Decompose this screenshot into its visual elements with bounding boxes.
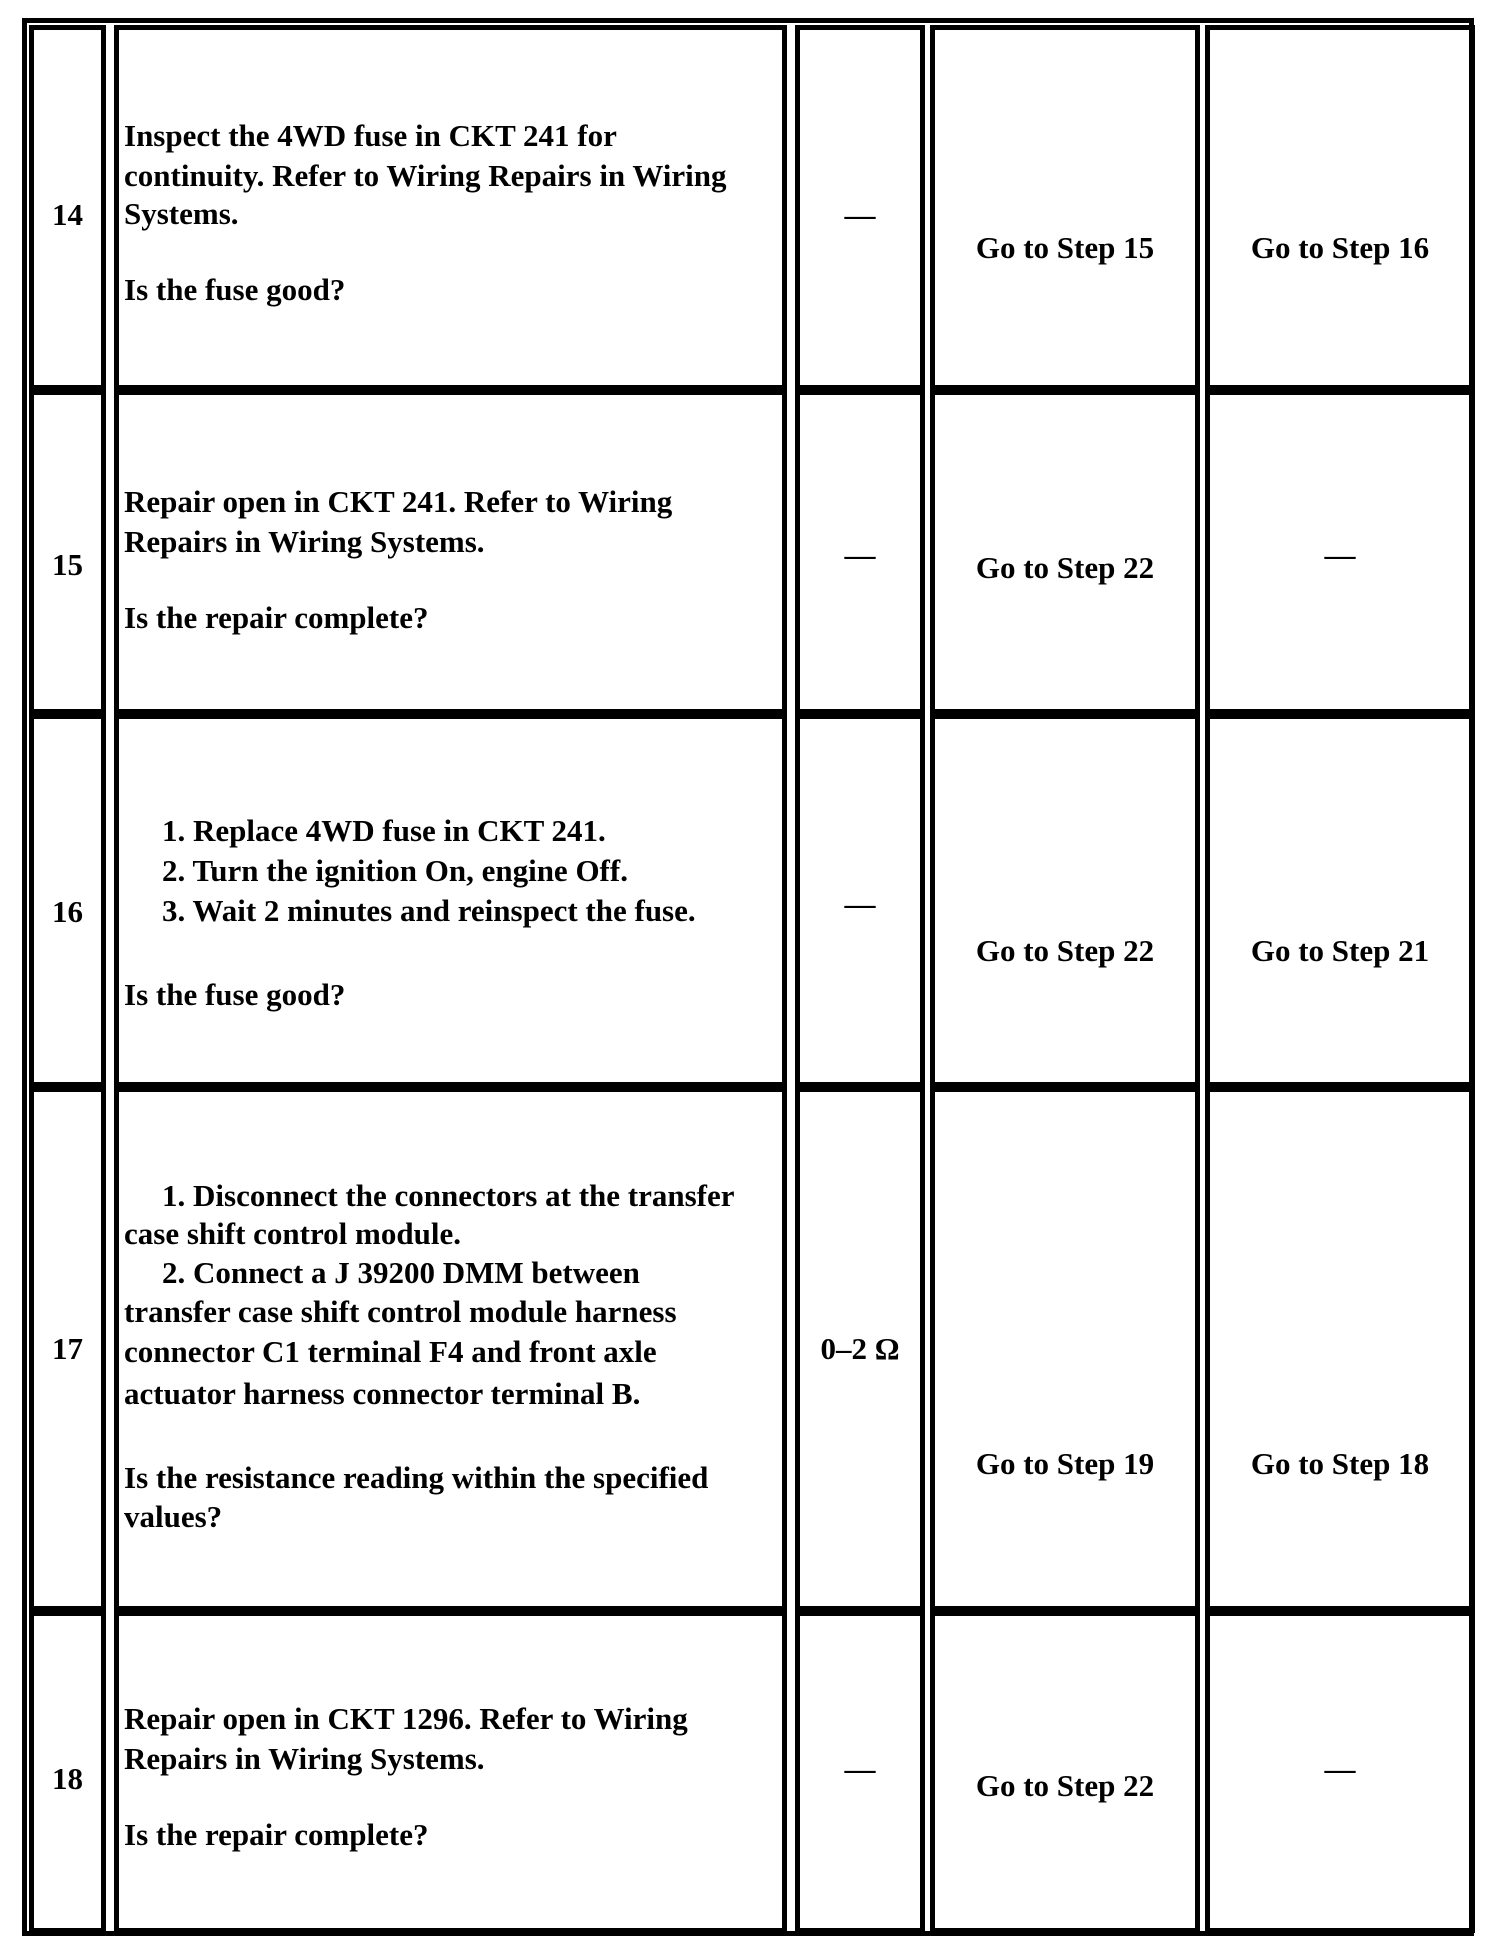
value-cell — [795, 25, 925, 390]
step-number: 16 — [52, 894, 83, 929]
value-cell — [795, 390, 925, 714]
no-cell — [1205, 1611, 1475, 1933]
action-list-item: 2. Connect a J 39200 DMM between — [162, 1255, 640, 1290]
action-line: Inspect the 4WD fuse in CKT 241 for — [124, 118, 617, 153]
yes-cell — [930, 1611, 1200, 1933]
yes-text: Go to Step 15 — [975, 230, 1155, 265]
yes-cell — [930, 714, 1200, 1087]
yes-text: Go to Step 22 — [975, 550, 1155, 585]
table-row — [27, 1087, 1469, 1611]
step-number-cell — [29, 1611, 106, 1933]
table-row — [27, 714, 1469, 1087]
value-text: 0–2 Ω — [820, 1331, 900, 1366]
value-text: — — [844, 886, 876, 921]
no-text: Go to Step 16 — [1250, 230, 1430, 265]
value-cell — [795, 714, 925, 1087]
question-text: Is the repair complete? — [124, 1817, 429, 1852]
action-line: Repairs in Wiring Systems. — [124, 1741, 485, 1776]
question-text: Is the fuse good? — [124, 977, 346, 1012]
action-cell — [114, 1611, 787, 1933]
action-list-item: 2. Turn the ignition On, engine Off. — [162, 853, 628, 888]
action-list-item: 1. Disconnect the connectors at the transfer — [162, 1178, 735, 1213]
table-row — [27, 1611, 1469, 1933]
action-line: Repair open in CKT 1296. Refer to Wiring — [124, 1701, 688, 1736]
action-line: Repairs in Wiring Systems. — [124, 524, 485, 559]
value-text: — — [844, 197, 876, 232]
action-line: Systems. — [124, 196, 239, 231]
no-text: Go to Step 18 — [1250, 1446, 1430, 1481]
no-text: — — [1324, 537, 1356, 572]
question-text: values? — [124, 1499, 223, 1534]
action-line: transfer case shift control module harness — [124, 1294, 677, 1329]
step-number-cell — [29, 1087, 106, 1611]
yes-cell — [930, 1087, 1200, 1611]
value-text: — — [844, 1751, 876, 1786]
value-cell — [795, 1087, 925, 1611]
no-cell — [1205, 390, 1475, 714]
no-text: Go to Step 21 — [1250, 933, 1430, 968]
yes-text: Go to Step 22 — [975, 1768, 1155, 1803]
yes-text: Go to Step 22 — [975, 933, 1155, 968]
action-cell — [114, 1087, 787, 1611]
no-cell — [1205, 1087, 1475, 1611]
question-text: Is the resistance reading within the specified — [124, 1460, 709, 1495]
no-cell — [1205, 714, 1475, 1087]
step-number: 14 — [52, 197, 83, 232]
no-text: — — [1324, 1751, 1356, 1786]
table-row — [27, 25, 1469, 390]
action-line: actuator harness connector terminal B. — [124, 1376, 641, 1411]
yes-cell — [930, 25, 1200, 390]
question-text: Is the repair complete? — [124, 600, 429, 635]
action-line: connector C1 terminal F4 and front axle — [124, 1334, 657, 1369]
value-cell — [795, 1611, 925, 1933]
question-text: Is the fuse good? — [124, 272, 346, 307]
step-number-cell — [29, 25, 106, 390]
action-cell — [114, 390, 787, 714]
step-number-cell — [29, 714, 106, 1087]
action-line: continuity. Refer to Wiring Repairs in Wiring — [124, 158, 727, 193]
action-list-item: 1. Replace 4WD fuse in CKT 241. — [162, 813, 606, 848]
action-cell — [114, 25, 787, 390]
step-number: 17 — [52, 1331, 83, 1366]
step-number-cell — [29, 390, 106, 714]
step-number: 18 — [52, 1761, 83, 1796]
diagnostic-table — [22, 18, 1474, 1936]
action-line: Repair open in CKT 241. Refer to Wiring — [124, 484, 673, 519]
action-cell — [114, 714, 787, 1087]
value-text: — — [844, 537, 876, 572]
action-line: case shift control module. — [124, 1216, 461, 1251]
step-number: 15 — [52, 547, 83, 582]
no-cell — [1205, 25, 1475, 390]
table-row — [27, 390, 1469, 714]
yes-cell — [930, 390, 1200, 714]
action-list-item: 3. Wait 2 minutes and reinspect the fuse. — [162, 893, 696, 928]
yes-text: Go to Step 19 — [975, 1446, 1155, 1481]
